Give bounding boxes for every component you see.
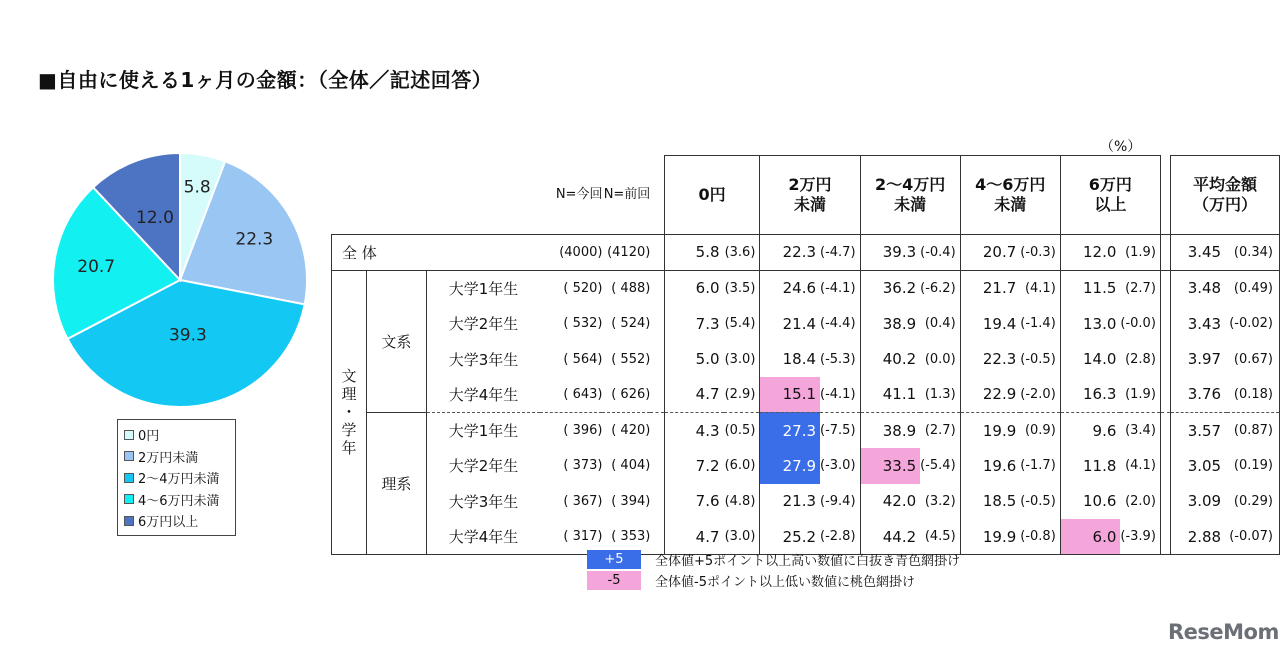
legend-swatch — [124, 430, 134, 440]
value-cell: 21.3 — [760, 484, 820, 519]
value-cell: 42.0 — [860, 484, 920, 519]
highlight-notes — [587, 549, 960, 591]
value-cell: 14.0 — [1060, 341, 1120, 376]
table-row — [332, 377, 1280, 413]
value-cell: 24.6 — [760, 270, 820, 306]
spacer — [650, 270, 664, 306]
diff-cell: (-5.3) — [820, 351, 856, 367]
n-current: ( 317) — [540, 519, 602, 555]
pie-data-label: 39.3 — [168, 325, 207, 346]
diff-cell: (-0.5) — [1020, 351, 1056, 367]
diff-cell: (3.2) — [924, 493, 956, 509]
average-diff-cell: (0.19) — [1227, 448, 1279, 483]
value-cell: 9.6 — [1060, 412, 1120, 448]
value-cell: 6.0 — [664, 270, 723, 306]
diff-cell: (-7.5) — [820, 423, 856, 439]
spacer — [1160, 377, 1170, 413]
diff-cell: (-5.4) — [920, 458, 956, 474]
average-cell: 3.97 — [1187, 350, 1222, 369]
diff-cell: (1.9) — [1120, 377, 1160, 413]
table-row — [332, 484, 1280, 519]
legend-item — [124, 489, 229, 511]
table-row-total — [332, 234, 1280, 270]
diff-cell: (2.8) — [1120, 341, 1160, 376]
average-diff-cell: (0.18) — [1227, 377, 1279, 413]
pie-data-label: 12.0 — [136, 207, 174, 228]
value-cell: 25.2 — [760, 519, 820, 555]
diff-cell: (-0.8) — [1020, 519, 1060, 555]
average-cell: 3.43 — [1187, 314, 1222, 333]
diff-cell: (3.0) — [724, 351, 756, 367]
spacer — [1160, 156, 1170, 235]
table-row — [332, 412, 1280, 448]
n-current: ( 373) — [563, 458, 603, 474]
unit-label: （%） — [1100, 139, 1142, 155]
diff-cell: (-0.0) — [1120, 306, 1160, 341]
value-cell: 21.4 — [760, 306, 820, 341]
diff-cell: (-3.9) — [1120, 519, 1160, 555]
corner-cell — [332, 156, 541, 235]
table-row — [332, 448, 1280, 483]
row-label: 大学3年生 — [426, 484, 540, 519]
diff-cell: (-4.4) — [820, 316, 856, 332]
value-cell: 22.3 — [760, 234, 820, 270]
spacer — [650, 306, 664, 341]
value-cell: 15.1 — [760, 377, 820, 413]
spacer — [1160, 270, 1170, 306]
value-cell: 5.8 — [664, 234, 723, 270]
diff-cell: (-0.5) — [1020, 493, 1056, 509]
diff-cell: (-0.3) — [1020, 234, 1060, 270]
n-current: ( 396) — [563, 423, 603, 439]
legend-item — [124, 446, 229, 468]
average-diff-cell: (0.29) — [1227, 484, 1279, 519]
data-table — [331, 155, 1280, 555]
spacer — [650, 234, 664, 270]
header-n-previous: N=前回 — [603, 187, 651, 202]
row-label: 大学1年生 — [426, 270, 540, 306]
legend-item — [124, 424, 229, 446]
diff-cell: (1.9) — [1120, 234, 1160, 270]
site-logo: ReseMom — [1168, 620, 1279, 644]
n-previous: ( 420) — [611, 423, 651, 439]
n-previous: ( 394) — [611, 493, 651, 509]
value-cell: 7.3 — [664, 306, 723, 341]
average-diff-cell: (0.87) — [1227, 412, 1279, 448]
value-cell: 6.0 — [1060, 519, 1120, 555]
legend-item — [124, 467, 229, 489]
average-cell: 3.05 — [1187, 456, 1222, 475]
diff-cell: (-3.0) — [820, 458, 856, 474]
diff-cell: (6.0) — [724, 458, 756, 474]
row-label: 大学1年生 — [426, 412, 540, 448]
pie-data-label: 20.7 — [77, 256, 116, 277]
average-diff-cell: (0.67) — [1227, 341, 1279, 376]
plus-badge: +5 — [587, 550, 641, 569]
n-previous: ( 524) — [611, 316, 651, 332]
diff-cell: (4.1) — [1024, 280, 1056, 296]
spacer — [1160, 519, 1170, 555]
spacer — [1160, 412, 1170, 448]
value-cell: 13.0 — [1060, 306, 1120, 341]
table-row — [332, 270, 1280, 306]
legend-swatch — [124, 451, 134, 461]
legend-swatch — [124, 473, 134, 483]
value-cell: 16.3 — [1060, 377, 1120, 413]
legend-swatch — [124, 516, 134, 526]
chart-title: ■自由に使える1ヶ月の金額：（全体／記述回答） — [38, 68, 493, 92]
value-cell: 5.0 — [664, 341, 723, 376]
diff-cell: (4.8) — [724, 493, 756, 509]
diff-cell: (3.5) — [724, 280, 756, 296]
diff-cell: (-2.0) — [1020, 377, 1060, 413]
diff-cell: (-1.4) — [1020, 316, 1056, 332]
spacer — [650, 484, 664, 519]
n-previous: ( 404) — [611, 458, 651, 474]
value-cell: 44.2 — [860, 519, 920, 555]
row-label: 大学2年生 — [426, 306, 540, 341]
diff-cell: (3.0) — [724, 519, 760, 555]
column-header: 0円 — [664, 156, 760, 235]
value-cell: 4.7 — [664, 519, 723, 555]
spacer — [1160, 448, 1170, 483]
value-cell: 33.5 — [860, 448, 920, 483]
diff-cell: (-9.4) — [820, 493, 856, 509]
average-cell: 3.48 — [1187, 279, 1222, 298]
row-label-total: 全 体 — [332, 234, 541, 270]
pie-legend — [117, 419, 236, 536]
pie-data-label: 5.8 — [183, 177, 211, 198]
diff-cell: (0.9) — [1024, 423, 1056, 439]
diff-cell: (2.0) — [1120, 484, 1160, 519]
spacer — [650, 377, 664, 413]
value-cell: 22.9 — [960, 377, 1020, 413]
note-plus — [587, 549, 960, 570]
legend-label: 2～4万円未満 — [138, 472, 220, 488]
value-cell: 7.2 — [664, 448, 723, 483]
value-cell: 38.9 — [860, 306, 920, 341]
table-row — [332, 306, 1280, 341]
diff-cell: (4.5) — [920, 519, 960, 555]
row-label: 大学4年生 — [426, 519, 540, 555]
legend-item — [124, 510, 229, 532]
value-cell: 7.6 — [664, 484, 723, 519]
spacer — [650, 412, 664, 448]
diff-cell: (-2.8) — [820, 519, 860, 555]
group-label: 文系 — [366, 270, 426, 412]
n-current: ( 367) — [563, 493, 603, 509]
spacer — [650, 448, 664, 483]
legend-label: 0円 — [138, 429, 160, 445]
value-cell: 19.4 — [960, 306, 1020, 341]
value-cell: 36.2 — [860, 270, 920, 306]
average-diff-cell: (0.49) — [1227, 270, 1279, 306]
legend-label: 4～6万円未満 — [138, 493, 220, 509]
value-cell: 27.9 — [760, 448, 820, 483]
legend-label: 2万円未満 — [138, 450, 199, 466]
average-diff-cell: (-0.07) — [1227, 519, 1279, 555]
spacer — [1160, 484, 1170, 519]
spacer — [1160, 306, 1170, 341]
note-minus — [587, 570, 960, 591]
spacer — [650, 156, 664, 235]
n-current: (4000) — [540, 234, 602, 270]
average-diff-cell: (-0.02) — [1227, 306, 1279, 341]
diff-cell: (-4.1) — [820, 280, 856, 296]
header-n-current: N=今回 — [555, 187, 603, 202]
n-current: ( 643) — [540, 377, 602, 413]
column-header-average: 平均金額 （万円） — [1170, 156, 1279, 235]
diff-cell: (0.4) — [924, 316, 956, 332]
diff-cell: (-0.4) — [920, 234, 960, 270]
table-header-row — [332, 156, 1280, 235]
diff-cell: (-6.2) — [920, 280, 956, 296]
average-cell: 3.57 — [1187, 421, 1222, 440]
row-label: 大学4年生 — [426, 377, 540, 413]
column-header: 6万円 以上 — [1060, 156, 1160, 235]
value-cell: 41.1 — [860, 377, 920, 413]
legend-swatch — [124, 494, 134, 504]
average-cell: 3.76 — [1170, 377, 1227, 413]
value-cell: 19.6 — [960, 448, 1020, 483]
diff-cell: (0.5) — [724, 423, 756, 439]
column-header: 4～6万円 未満 — [960, 156, 1060, 235]
value-cell: 11.8 — [1060, 448, 1120, 483]
spacer — [1160, 341, 1170, 376]
value-cell: 27.3 — [760, 412, 820, 448]
value-cell: 18.4 — [760, 341, 820, 376]
minus-badge: -5 — [587, 571, 641, 590]
value-cell: 40.2 — [860, 341, 920, 376]
table-row — [332, 341, 1280, 376]
column-header: 2万円 未満 — [760, 156, 860, 235]
value-cell: 12.0 — [1060, 234, 1120, 270]
diff-cell: (2.9) — [724, 377, 760, 413]
average-diff-cell: (0.34) — [1227, 234, 1279, 270]
value-cell: 22.3 — [960, 341, 1020, 376]
row-label: 大学2年生 — [426, 448, 540, 483]
affiliation-label: 文 理 ・ 学 年 — [332, 270, 367, 554]
diff-cell: (-4.1) — [820, 377, 860, 413]
average-cell: 2.88 — [1170, 519, 1227, 555]
value-cell: 38.9 — [860, 412, 920, 448]
diff-cell: (3.6) — [724, 234, 760, 270]
spacer — [650, 341, 664, 376]
group-label: 理系 — [366, 412, 426, 554]
average-cell: 3.45 — [1170, 234, 1227, 270]
n-previous: ( 626) — [602, 377, 650, 413]
note-text: 全体値-5ポイント以上低い数値に桃色網掛け — [655, 575, 915, 590]
value-cell: 39.3 — [860, 234, 920, 270]
diff-cell: (4.1) — [1120, 448, 1160, 483]
value-cell: 19.9 — [960, 412, 1020, 448]
diff-cell: (0.0) — [924, 351, 956, 367]
value-cell: 4.3 — [664, 412, 723, 448]
value-cell: 20.7 — [960, 234, 1020, 270]
legend-label: 6万円以上 — [138, 515, 199, 531]
diff-cell: (2.7) — [924, 423, 956, 439]
n-previous: ( 353) — [602, 519, 650, 555]
n-current: ( 520) — [563, 280, 603, 296]
n-current: ( 564) — [563, 351, 603, 367]
pie-data-label: 22.3 — [235, 229, 274, 250]
value-cell: 21.7 — [960, 270, 1020, 306]
n-current: ( 532) — [563, 316, 603, 332]
value-cell: 10.6 — [1060, 484, 1120, 519]
diff-cell: (1.3) — [920, 377, 960, 413]
pie-chart — [50, 150, 310, 412]
diff-cell: (2.7) — [1120, 270, 1160, 306]
n-previous: ( 488) — [611, 280, 651, 296]
column-header: 2～4万円 未満 — [860, 156, 960, 235]
diff-cell: (3.4) — [1120, 412, 1160, 448]
diff-cell: (5.4) — [724, 316, 756, 332]
value-cell: 18.5 — [960, 484, 1020, 519]
note-text: 全体値+5ポイント以上高い数値に白抜き青色網掛け — [655, 554, 961, 569]
spacer — [1160, 234, 1170, 270]
value-cell: 4.7 — [664, 377, 723, 413]
average-cell: 3.09 — [1187, 492, 1222, 511]
diff-cell: (-4.7) — [820, 234, 860, 270]
n-previous: ( 552) — [611, 351, 651, 367]
n-previous: (4120) — [602, 234, 650, 270]
value-cell: 11.5 — [1060, 270, 1120, 306]
row-label: 大学3年生 — [426, 341, 540, 376]
value-cell: 19.9 — [960, 519, 1020, 555]
diff-cell: (-1.7) — [1020, 458, 1056, 474]
